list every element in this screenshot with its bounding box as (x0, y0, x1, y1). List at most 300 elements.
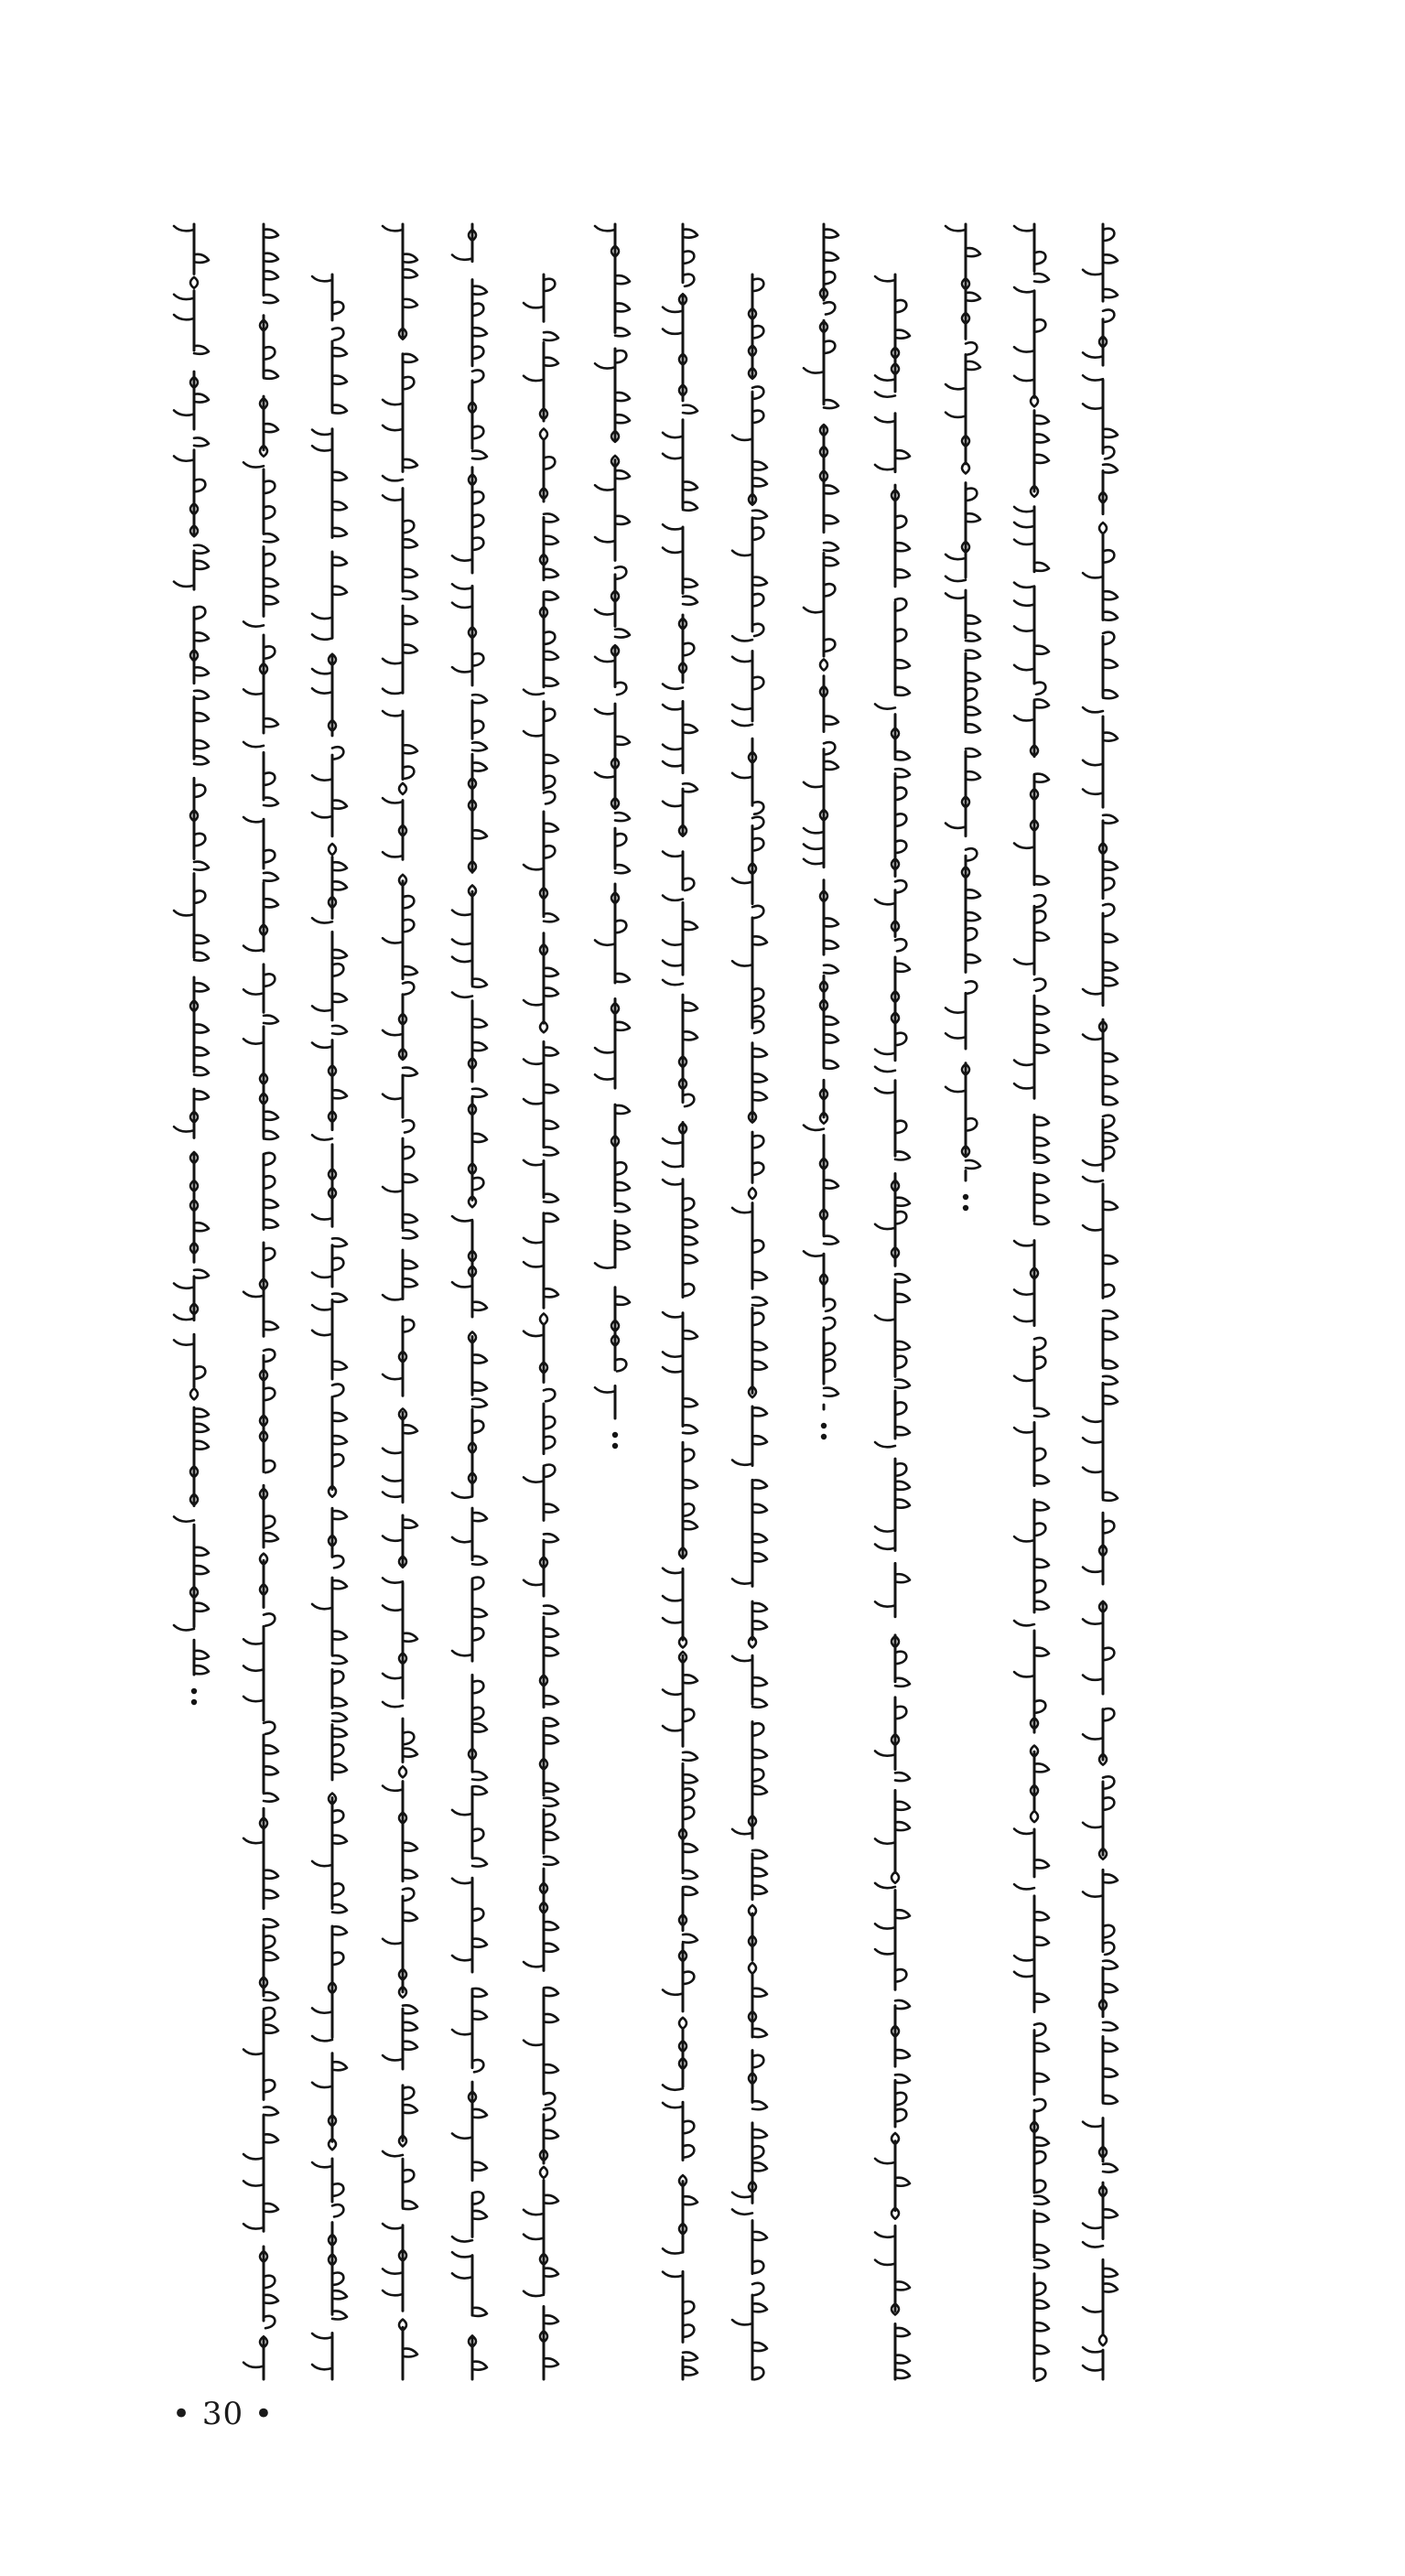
glyph-stroke (243, 2363, 264, 2367)
glyph-stroke (243, 1039, 264, 1043)
glyph-stroke (895, 687, 910, 695)
glyph-stroke (383, 426, 403, 430)
glyph-stroke (383, 1374, 403, 1379)
glyph-stroke (663, 1989, 683, 1994)
glyph-stroke (264, 1248, 275, 1260)
glyph-stroke (383, 1187, 403, 1191)
glyph-stroke (615, 629, 630, 637)
glyph-stroke (544, 513, 558, 522)
text-column-9 (524, 275, 558, 2379)
glyph-stroke (895, 841, 906, 853)
glyph-stroke (174, 1340, 194, 1344)
glyph-stroke (732, 551, 752, 555)
glyph-stroke (663, 2248, 683, 2253)
glyph-stroke (544, 652, 558, 660)
glyph-stroke (615, 1182, 630, 1191)
glyph-stroke (595, 940, 615, 944)
glyph-stroke (663, 548, 683, 553)
glyph-stroke (264, 2134, 278, 2142)
glyph-stroke (194, 953, 209, 961)
glyph-stroke (544, 332, 558, 340)
glyph-stroke (683, 405, 697, 414)
glyph-stroke (524, 1331, 544, 1336)
glyph-stroke (312, 1604, 332, 1609)
glyph-stroke (264, 1890, 278, 1898)
glyph-stroke (383, 400, 403, 404)
glyph-stroke (174, 315, 194, 319)
glyph-stroke (452, 1956, 472, 1960)
glyph-stroke (683, 1220, 697, 1228)
glyph-stroke (540, 2167, 547, 2178)
glyph-stroke (452, 2236, 472, 2241)
glyph-stroke (194, 1091, 209, 1099)
glyph-stroke (752, 2055, 763, 2067)
glyph-stroke (663, 1726, 683, 1730)
glyph-stroke (804, 368, 824, 372)
glyph-stroke (472, 426, 483, 438)
glyph-stroke (332, 1883, 343, 1895)
glyph-stroke (895, 2000, 910, 2009)
glyph-stroke (524, 2210, 544, 2215)
glyph-stroke (403, 2042, 417, 2050)
glyph-stroke (966, 361, 980, 370)
glyph-stroke (1034, 1006, 1049, 1014)
glyph-stroke (683, 1255, 697, 1263)
glyph-stroke (1034, 1648, 1049, 1656)
glyph-stroke (1014, 347, 1034, 351)
glyph-stroke (732, 705, 752, 709)
glyph-stroke (683, 783, 697, 792)
glyph-stroke (1014, 716, 1034, 720)
glyph-stroke (663, 896, 683, 900)
glyph-stroke (1034, 774, 1049, 782)
glyph-stroke (403, 1633, 417, 1642)
glyph-stroke (264, 1919, 278, 1927)
glyph-stroke (1103, 1096, 1118, 1105)
glyph-stroke (1034, 563, 1049, 571)
glyph-stroke (875, 1067, 895, 1072)
glyph-stroke (1014, 600, 1034, 605)
glyph-stroke (1083, 760, 1103, 765)
glyph-stroke (332, 2273, 343, 2285)
glyph-stroke (895, 1274, 910, 1282)
glyph-stroke (1034, 319, 1045, 331)
glyph-stroke (895, 964, 910, 972)
glyph-stroke (615, 303, 630, 311)
glyph-stroke (243, 742, 264, 747)
glyph-stroke (875, 276, 895, 281)
glyph-stroke (1034, 2074, 1049, 2082)
glyph-stroke (946, 577, 966, 581)
glyph-stroke (1103, 862, 1118, 870)
glyph-stroke (1103, 1776, 1114, 1788)
glyph-stroke (1014, 1672, 1034, 1676)
glyph-stroke (1034, 699, 1049, 707)
glyph-stroke (752, 817, 763, 829)
glyph-stroke (472, 1829, 483, 1841)
glyph-stroke (524, 1099, 544, 1104)
glyph-stroke (544, 776, 555, 788)
glyph-stroke (194, 834, 205, 846)
glyph-stroke (194, 740, 209, 749)
glyph-stroke (966, 848, 977, 860)
glyph-stroke (732, 657, 752, 662)
glyph-stroke (895, 569, 910, 577)
glyph-stroke (895, 598, 906, 610)
glyph-stroke (472, 1578, 483, 1590)
glyph-stroke (895, 1678, 910, 1687)
glyph-stroke (472, 2060, 483, 2072)
glyph-stroke (752, 511, 767, 519)
glyph-stroke (895, 2109, 906, 2121)
glyph-stroke (194, 785, 205, 797)
glyph-stroke (544, 2093, 555, 2105)
glyph-stroke (895, 1212, 906, 1223)
glyph-stroke (895, 1910, 910, 1918)
glyph-stroke (472, 1989, 487, 1997)
glyph-stroke (683, 2366, 697, 2375)
glyph-stroke (752, 1240, 763, 1252)
glyph-stroke (472, 742, 487, 750)
glyph-stroke (1034, 1025, 1049, 1033)
glyph-stroke (966, 928, 977, 940)
glyph-stroke (264, 1321, 278, 1330)
glyph-stroke (383, 2290, 403, 2295)
glyph-stroke (683, 1788, 694, 1800)
glyph-stroke (472, 1708, 483, 1719)
glyph-stroke (615, 737, 630, 745)
glyph-stroke (452, 1810, 472, 1815)
glyph-stroke (615, 865, 630, 873)
glyph-stroke (243, 1697, 264, 1701)
glyph-stroke (875, 1526, 895, 1531)
glyph-stroke (1103, 690, 1118, 698)
glyph-stroke (895, 660, 910, 668)
glyph-stroke (544, 1417, 555, 1428)
glyph-stroke (544, 2130, 558, 2139)
glyph-stroke (403, 1749, 417, 1757)
glyph-stroke (1103, 2069, 1118, 2077)
glyph-stroke (824, 1299, 835, 1311)
glyph-stroke (403, 1889, 414, 1901)
glyph-stroke (383, 2055, 403, 2060)
glyph-stroke (752, 386, 763, 398)
glyph-stroke (966, 513, 980, 522)
glyph-stroke (383, 689, 403, 694)
glyph-stroke (194, 437, 209, 446)
glyph-stroke (895, 1121, 906, 1133)
glyph-stroke (332, 1744, 343, 1756)
glyph-stroke (683, 2352, 697, 2360)
glyph-stroke (824, 1034, 838, 1042)
glyph-stroke (1034, 2301, 1049, 2309)
glyph-stroke (895, 1342, 910, 1350)
glyph-stroke (683, 1675, 697, 1683)
glyph-stroke (752, 1786, 767, 1795)
glyph-stroke (524, 303, 544, 307)
glyph-stroke (946, 824, 966, 828)
glyph-stroke (264, 1153, 275, 1165)
glyph-stroke (663, 2103, 683, 2107)
glyph-stroke (752, 326, 763, 338)
glyph-stroke (243, 1838, 264, 1843)
glyph-stroke (264, 2025, 278, 2033)
glyph-stroke (1034, 2259, 1049, 2268)
glyph-stroke (1083, 270, 1103, 275)
glyph-stroke (403, 2170, 414, 2182)
glyph-stroke (194, 1424, 209, 1432)
glyph-stroke (472, 1134, 487, 1142)
glyph-stroke (332, 2183, 343, 2195)
glyph-stroke (243, 1665, 264, 1670)
glyph-stroke (403, 254, 417, 263)
glyph-stroke (752, 1553, 767, 1561)
glyph-stroke (383, 1493, 403, 1497)
glyph-stroke (1014, 226, 1034, 231)
glyph-stroke (615, 275, 630, 284)
glyph-stroke (824, 1017, 838, 1025)
glyph-stroke (544, 1832, 558, 1840)
glyph-stroke (615, 1241, 630, 1249)
glyph-stroke (403, 591, 417, 599)
glyph-stroke (752, 478, 767, 486)
glyph-stroke (895, 330, 910, 339)
glyph-stroke (1083, 375, 1103, 380)
glyph-stroke (1034, 1475, 1049, 1483)
glyph-stroke (174, 295, 194, 299)
glyph-stroke (824, 341, 835, 353)
glyph-stroke (544, 824, 558, 832)
glyph-stroke (1034, 1175, 1049, 1183)
glyph-stroke (732, 1460, 752, 1464)
glyph-stroke (1083, 404, 1103, 408)
glyph-stroke (1014, 1083, 1034, 1088)
glyph-stroke (966, 688, 977, 700)
glyph-stroke (544, 1784, 558, 1792)
glyph-stroke (663, 2272, 683, 2277)
glyph-stroke (1034, 911, 1045, 922)
glyph-stroke (683, 1236, 697, 1245)
glyph-stroke (683, 1331, 697, 1339)
glyph-stroke (383, 1939, 403, 1944)
glyph-stroke (399, 783, 406, 794)
glyph-stroke (1034, 1045, 1049, 1053)
glyph-stroke (194, 862, 209, 870)
glyph-stroke (895, 2370, 910, 2378)
glyph-stroke (752, 1677, 767, 1686)
glyph-stroke (1034, 1155, 1049, 1163)
glyph-stroke (1034, 415, 1049, 424)
glyph-stroke (1014, 540, 1034, 544)
glyph-stroke (1031, 1811, 1038, 1822)
glyph-stroke (663, 524, 683, 529)
glyph-stroke (383, 1578, 403, 1582)
glyph-stroke (895, 788, 906, 800)
glyph-stroke (683, 1425, 697, 1433)
glyph-stroke (472, 1628, 483, 1640)
glyph-stroke (752, 802, 763, 814)
glyph-stroke (332, 1729, 347, 1737)
glyph-stroke (544, 1213, 558, 1222)
glyph-stroke (895, 1574, 910, 1582)
glyph-stroke (472, 2011, 487, 2020)
glyph-stroke (452, 1879, 472, 1883)
glyph-stroke (824, 557, 838, 566)
glyph-stroke (1103, 1493, 1118, 1501)
glyph-stroke (1083, 352, 1103, 357)
glyph-stroke (332, 1238, 347, 1246)
text-column-10 (452, 224, 487, 2379)
glyph-stroke (683, 643, 694, 655)
glyph-stroke (332, 964, 343, 975)
glyph-stroke (544, 2108, 555, 2120)
glyph-stroke (1034, 895, 1045, 907)
glyph-stroke (752, 1362, 767, 1370)
glyph-stroke (472, 1557, 487, 1565)
glyph-stroke (804, 1251, 824, 1256)
glyph-stroke (1014, 1972, 1034, 1977)
glyph-stroke (875, 900, 895, 904)
glyph-stroke (1034, 646, 1049, 654)
text-column-12 (312, 275, 347, 2379)
glyph-stroke (403, 1260, 417, 1268)
glyph-stroke (403, 767, 414, 779)
glyph-stroke (895, 814, 906, 825)
glyph-stroke (1034, 1194, 1049, 1202)
glyph-stroke (403, 2005, 417, 2013)
glyph-stroke (174, 1315, 194, 1320)
glyph-stroke (544, 846, 555, 857)
glyph-stroke (732, 2320, 752, 2324)
glyph-stroke (1034, 2245, 1049, 2253)
glyph-stroke (332, 1671, 343, 1683)
glyph-stroke (452, 555, 472, 560)
glyph-stroke (824, 485, 838, 493)
glyph-stroke (174, 582, 194, 587)
glyph-stroke (264, 506, 275, 518)
glyph-stroke (1083, 1177, 1103, 1181)
glyph-stroke (1083, 2224, 1103, 2228)
glyph-stroke (312, 1861, 332, 1866)
glyph-stroke (452, 1651, 472, 1655)
glyph-stroke (544, 1718, 558, 1726)
glyph-stroke (752, 1534, 767, 1542)
glyph-stroke (1014, 376, 1034, 381)
glyph-stroke (452, 2273, 472, 2278)
glyph-stroke (332, 587, 347, 595)
glyph-stroke (1034, 979, 1045, 991)
glyph-stroke (895, 1773, 910, 1781)
glyph-stroke (1034, 2283, 1045, 2295)
glyph-stroke (332, 1026, 347, 1034)
glyph-stroke (452, 1216, 472, 1221)
glyph-stroke (243, 1639, 264, 1644)
glyph-stroke (472, 1939, 487, 1947)
glyph-stroke (1083, 1438, 1103, 1442)
glyph-stroke (544, 569, 558, 577)
glyph-stroke (663, 1596, 683, 1601)
glyph-stroke (383, 1674, 403, 1678)
glyph-stroke (403, 539, 417, 547)
glyph-stroke (946, 413, 966, 417)
glyph-stroke (946, 1033, 966, 1038)
glyph-stroke (332, 1655, 347, 1664)
glyph-stroke (683, 1003, 697, 1011)
glyph-stroke (332, 1698, 347, 1706)
glyph-stroke (332, 994, 347, 1002)
glyph-stroke (1083, 2347, 1103, 2352)
glyph-stroke (383, 1536, 403, 1540)
glyph-stroke (383, 1702, 403, 1707)
glyph-stroke (804, 859, 824, 864)
glyph-stroke (1034, 434, 1049, 442)
glyph-stroke (332, 1810, 343, 1822)
glyph-stroke (544, 2064, 558, 2073)
glyph-stroke (595, 537, 615, 542)
glyph-stroke (472, 1383, 487, 1391)
glyph-stroke (1034, 2043, 1049, 2052)
glyph-stroke (383, 495, 403, 500)
glyph-stroke (403, 459, 417, 468)
glyph-stroke (544, 1629, 558, 1637)
glyph-stroke (615, 813, 630, 821)
glyph-stroke (824, 639, 835, 651)
glyph-stroke (332, 1764, 347, 1773)
glyph-stroke (875, 1544, 895, 1548)
full-stop-mark (963, 1194, 968, 1200)
glyph-stroke (264, 2276, 275, 2288)
glyph-stroke (1034, 683, 1045, 695)
glyph-stroke (1103, 878, 1114, 889)
glyph-stroke (264, 347, 275, 359)
glyph-stroke (875, 1751, 895, 1755)
glyph-stroke (174, 1283, 194, 1288)
glyph-stroke (1103, 229, 1114, 241)
glyph-stroke (332, 1413, 347, 1421)
glyph-stroke (243, 462, 264, 467)
glyph-stroke (824, 965, 838, 974)
glyph-stroke (1083, 2366, 1103, 2370)
glyph-stroke (383, 711, 403, 716)
glyph-stroke (1083, 1160, 1103, 1165)
glyph-stroke (966, 912, 980, 921)
glyph-stroke (804, 828, 824, 833)
glyph-stroke (472, 2192, 483, 2204)
glyph-stroke (895, 2281, 910, 2290)
glyph-stroke (452, 1282, 472, 1287)
glyph-stroke (1034, 1700, 1045, 1712)
glyph-stroke (1083, 2242, 1103, 2247)
glyph-stroke (332, 950, 347, 958)
glyph-stroke (683, 481, 697, 490)
glyph-stroke (544, 1194, 558, 1202)
glyph-stroke (1014, 1241, 1034, 1245)
glyph-stroke (403, 966, 417, 975)
glyph-stroke (663, 852, 683, 857)
glyph-stroke (194, 1651, 209, 1659)
glyph-stroke (895, 1151, 910, 1159)
glyph-stroke (243, 2224, 264, 2228)
glyph-stroke (332, 501, 347, 510)
glyph-stroke (544, 1988, 558, 1996)
glyph-stroke (752, 527, 763, 539)
glyph-stroke (264, 1350, 275, 1362)
glyph-stroke (1014, 1376, 1034, 1381)
glyph-stroke (683, 251, 694, 263)
glyph-stroke (875, 1949, 895, 1954)
glyph-stroke (383, 1094, 403, 1099)
glyph-stroke (595, 609, 615, 614)
